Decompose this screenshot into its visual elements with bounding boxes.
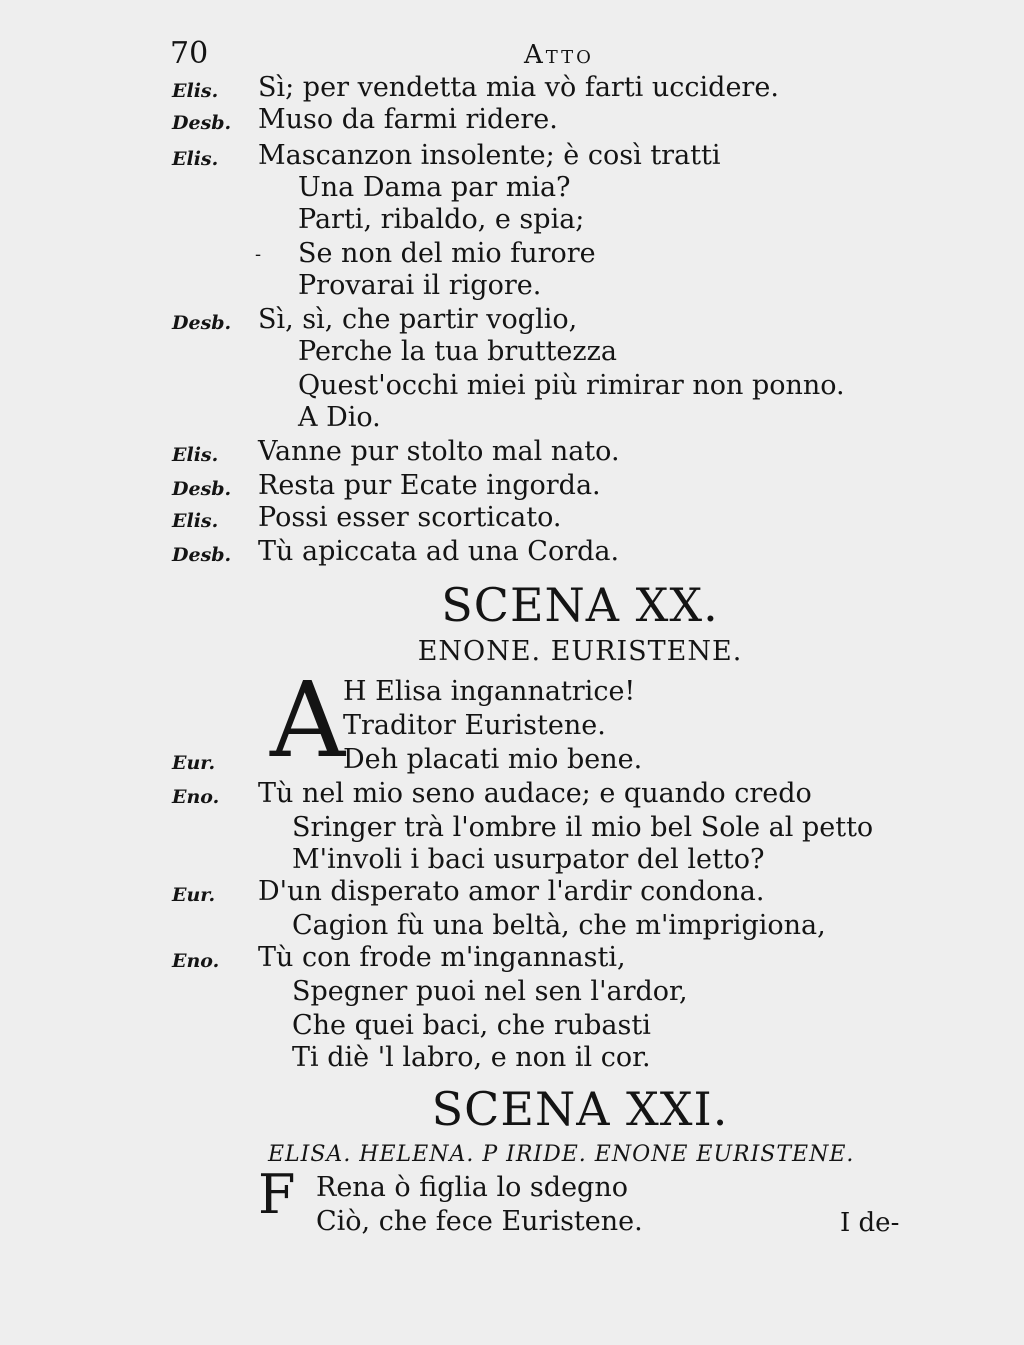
verse-line: [0, 710, 1024, 744]
verse-text: Una Dama par mia?: [298, 172, 571, 203]
verse-line: [0, 402, 1024, 436]
verse-text: Deh placati mio bene.: [343, 744, 643, 775]
verse-text: Sì, sì, che partir voglio,: [258, 304, 578, 335]
verse-text: Sì; per vendetta mia vò farti uccidere.: [258, 72, 779, 103]
verse-text: Ti diè 'l labro, e non il cor.: [292, 1042, 651, 1073]
verse-text: Perche la tua bruttezza: [298, 336, 617, 367]
verse-text: Muso da farmi ridere.: [258, 104, 558, 135]
verse-line: [0, 876, 1024, 910]
verse-line: [0, 172, 1024, 206]
speaker-label: Desb.: [172, 112, 232, 134]
verse-text: M'involi i baci usurpator del letto?: [292, 844, 765, 875]
verse-line: [0, 370, 1024, 404]
verse-line: [0, 304, 1024, 338]
verse-line: [0, 812, 1024, 846]
verse-text: H Elisa ingannatrice!: [343, 676, 636, 707]
speaker-label: Eur.: [172, 752, 216, 774]
verse-text: Provarai il rigore.: [298, 270, 542, 301]
verse-line: [0, 104, 1024, 138]
speaker-label: Desb.: [172, 478, 232, 500]
verse-line: [0, 844, 1024, 878]
verse-line: [0, 238, 1024, 272]
verse-line: [0, 744, 1024, 778]
speaker-label: Desb.: [172, 312, 232, 334]
verse-text: Cagion fù una beltà, che m'imprigiona,: [292, 910, 826, 941]
speaker-label: Eur.: [172, 884, 216, 906]
verse-line: [0, 910, 1024, 944]
verse-line: [0, 536, 1024, 570]
verse-text: Se non del mio furore: [298, 238, 596, 269]
verse-line: [0, 1042, 1024, 1076]
verse-line: [0, 778, 1024, 812]
verse-line: [0, 470, 1024, 504]
verse-text: Sringer trà l'ombre il mio bel Sole al petto: [292, 812, 874, 843]
speaker-label: Elis.: [172, 444, 219, 466]
verse-text: Possi esser scorticato.: [258, 502, 562, 533]
verse-line: [0, 336, 1024, 370]
speaker-label: Elis.: [172, 148, 219, 170]
verse-text: Quest'occhi miei più rimirar non ponno.: [298, 370, 845, 401]
verse-text: Parti, ribaldo, e spia;: [298, 204, 585, 235]
verse-text: Tù con frode m'ingannasti,: [258, 942, 626, 973]
verse-line: [0, 436, 1024, 470]
verse-text: Traditor Euristene.: [343, 710, 606, 741]
page-header: [170, 36, 950, 76]
verse-line: [0, 976, 1024, 1010]
drop-cap: A: [270, 659, 346, 781]
verse-line: [0, 502, 1024, 536]
verse-line: [0, 676, 1024, 710]
verse-text: Resta pur Ecate ingorda.: [258, 470, 601, 501]
catchword: I de-: [840, 1208, 900, 1238]
verse-text: Spegner puoi nel sen l'ardor,: [292, 976, 688, 1007]
running-head: Atto: [524, 40, 594, 70]
scene-characters: ELISA. HELENA. P IRIDE. ENONE EURISTENE.: [268, 1142, 855, 1167]
verse-text: Vanne pur stolto mal nato.: [258, 436, 620, 467]
verse-text: Tù apiccata ad una Corda.: [258, 536, 620, 567]
verse-text: Mascanzon insolente; è così tratti: [258, 140, 721, 171]
speaker-label: Eno.: [172, 950, 220, 972]
verse-line: [0, 72, 1024, 106]
drop-cap: F: [258, 1163, 296, 1226]
scene-title: SCENA XXI.: [431, 1082, 729, 1136]
scene-characters: ENONE. EURISTENE.: [417, 636, 743, 667]
verse-line: [0, 140, 1024, 174]
speaker-label: Elis.: [172, 80, 219, 102]
verse-text: D'un disperato amor l'ardir condona.: [258, 876, 765, 907]
margin-mark: -: [255, 244, 262, 265]
verse-line: [0, 270, 1024, 304]
speaker-label: Desb.: [172, 544, 232, 566]
verse-text: Che quei baci, che rubasti: [292, 1010, 651, 1041]
verse-line: [0, 942, 1024, 976]
verse-line: [0, 1172, 1024, 1206]
speaker-label: Elis.: [172, 510, 219, 532]
verse-text: A Dio.: [298, 402, 381, 433]
verse-line: [0, 1010, 1024, 1044]
speaker-label: Eno.: [172, 786, 220, 808]
verse-text: Rena ò figlia lo sdegno: [316, 1172, 628, 1203]
page-number: 70: [170, 36, 209, 71]
scene-title: SCENA XX.: [441, 578, 719, 632]
verse-text: Tù nel mio seno audace; e quando credo: [258, 778, 812, 809]
verse-text: Ciò, che fece Euristene.: [316, 1206, 643, 1237]
verse-line: [0, 204, 1024, 238]
